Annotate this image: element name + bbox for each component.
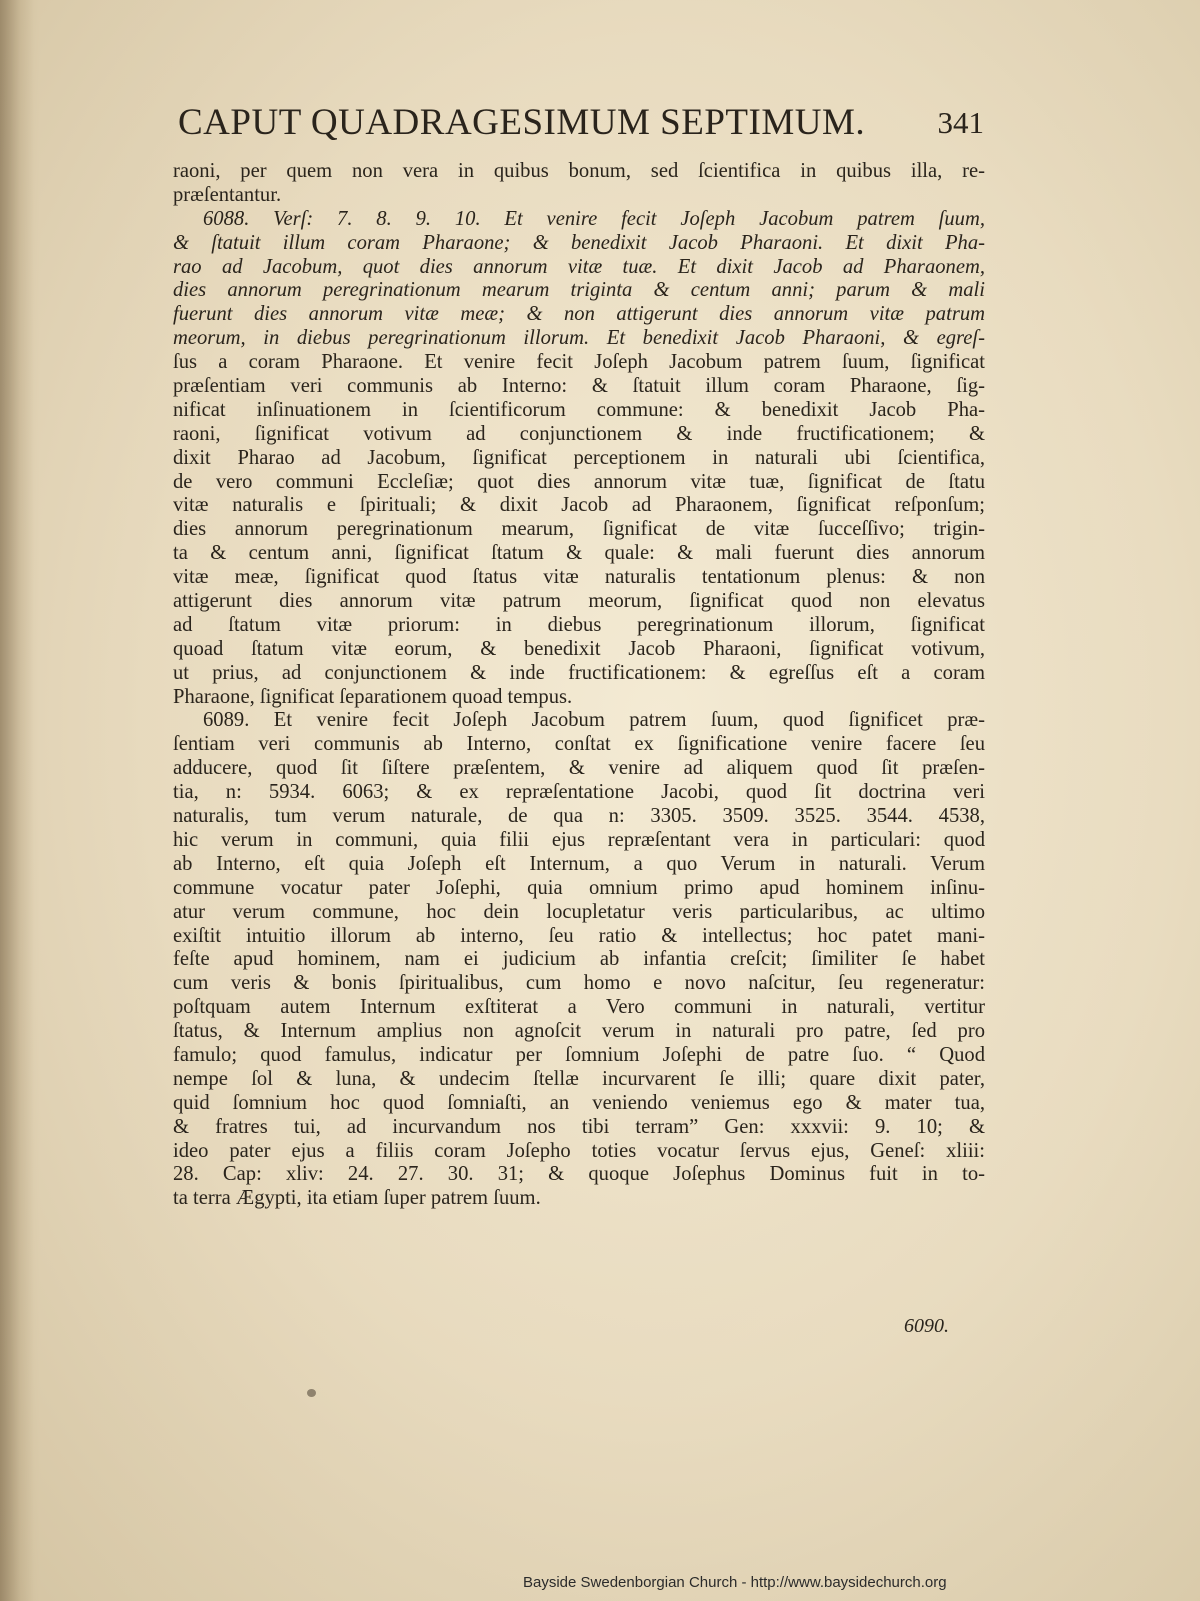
text-line: raoni, ſignificat votivum ad conjunctionem & inde fructificationem; & (173, 422, 985, 445)
text-line: exiſtit intuitio illorum ab interno, ſeu ratio & intellectus; hoc patet mani- (173, 924, 985, 947)
text-line: commune vocatur pater Joſephi, quia omnium primo apud hominem inſinu- (173, 876, 985, 899)
text-line: raoni, per quem non vera in quibus bonum, sed ſcientifica in quibus illa, re- (173, 160, 985, 182)
text-line: dixit Pharao ad Jacobum, ſignificat perceptionem in naturali ubi ſcientifica, (173, 446, 985, 469)
text-line: dies annorum peregrinationum mearum triginta & centum anni; parum & mali (173, 279, 985, 302)
text-line: naturalis, tum verum naturale, de qua n: 3305. 3509. 3525. 3544. 4538, (173, 805, 985, 828)
text-line: famulo; quod famulus, indicatur per ſomnium Joſephi de patre ſuo. “ Quod (173, 1043, 985, 1066)
text-line: vitæ meæ, ſignificat quod ſtatus vitæ naturalis tentationum plenus: & non (173, 566, 985, 589)
text-line: meorum, in diebus peregrinationum illorum. Et benedixit Jacob Pharaoni, & egreſ- (173, 327, 985, 350)
text-line: ſentiam veri communis ab Interno, conſtat ex ſignificatione venire facere ſeu (173, 733, 985, 756)
text-line: ta & centum anni, ſignificat ſtatum & quale: & mali fuerunt dies annorum (173, 542, 985, 565)
catchword: 6090. (904, 1315, 949, 1337)
text-line: ut prius, ad conjunctionem & inde fructificationem: & egreſſus eſt a coram (173, 661, 985, 684)
text-line: ſus a coram Pharaone. Et venire fecit Joſeph Jacobum patrem ſuum, ſignificat (173, 351, 985, 374)
paragraph-6088-start: 6088. Verſ: 7. 8. 9. 10. Et venire fecit Joſeph Jacobum patrem ſuum, (203, 207, 985, 230)
text-line: atur verum commune, hoc dein locupletatur veris particularibus, ac ultimo (173, 900, 985, 923)
text-line: nempe ſol & luna, & undecim ſtellæ incurvarent ſe illi; quare dixit pater, (173, 1067, 985, 1090)
text-line: vitæ naturalis e ſpirituali; & dixit Jacob ad Pharaonem, ſignificat reſponſum; (173, 494, 985, 517)
text-line: ta terra Ægypti, ita etiam ſuper patrem ſuum. (173, 1187, 541, 1210)
text-line: ideo pater ejus a filiis coram Joſepho toties vocatur ſervus ejus, Geneſ: xliii: (173, 1139, 985, 1162)
text-line: hic verum in communi, quia filii ejus repræſentant vera in particulari: quod (173, 828, 985, 851)
running-title: CAPUT QUADRAGESIMUM SEPTIMUM. (178, 102, 866, 143)
paragraph-6089-start: 6089. Et venire fecit Joſeph Jacobum patrem ſuum, quod ſignificet præ- (203, 709, 985, 732)
text-line: & ſtatuit illum coram Pharaone; & benedixit Jacob Pharaoni. Et dixit Pha- (173, 231, 985, 254)
page-gutter-shadow (0, 0, 34, 1601)
text-line: fuerunt dies annorum vitæ meæ; & non attigerunt dies annorum vitæ patrum (173, 303, 985, 326)
text-line: de vero communi Eccleſiæ; quot dies annorum vitæ tuæ, ſignificat de ſtatu (173, 470, 985, 493)
text-line: & fratres tui, ad incurvandum nos tibi terram” Gen: xxxvii: 9. 10; & (173, 1115, 985, 1138)
page-number: 341 (937, 105, 984, 140)
text-line: Pharaone, ſignificat ſeparationem quoad tempus. (173, 685, 573, 708)
text-line: poſtquam autem Internum exſtiterat a Vero communi in naturali, vertitur (173, 996, 985, 1019)
text-line: attigerunt dies annorum vitæ patrum meorum, ſignificat quod non elevatus (173, 590, 985, 613)
text-line: 28. Cap: xliv: 24. 27. 30. 31; & quoque Joſephus Dominus fuit in to- (173, 1163, 985, 1186)
text-line: cum veris & bonis ſpiritualibus, cum homo e novo naſcitur, ſeu regeneratur: (173, 972, 985, 995)
text-line: tia, n: 5934. 6063; & ex repræſentatione Jacobi, quod ſit doctrina veri (173, 781, 985, 804)
running-header (178, 98, 984, 148)
body-text (173, 160, 985, 1211)
watermark-text: Bayside Swedenborgian Church - http://www.baysidechurch.org (523, 1574, 947, 1591)
text-line: ſtatus, & Internum amplius non agnoſcit verum in naturali pro patre, ſed pro (173, 1020, 985, 1043)
text-line: dies annorum peregrinationum mearum, ſignificat de vitæ ſucceſſivo; trigin- (173, 518, 985, 541)
text-line: præſentiam veri communis ab Interno: & ſtatuit illum coram Pharaone, ſig- (173, 375, 985, 398)
text-line: quid ſomnium hoc quod ſomniaſti, an veniendo veniemus ego & mater tua, (173, 1091, 985, 1114)
text-line: ab Interno, eſt quia Joſeph eſt Internum, a quo Verum in naturali. Verum (173, 852, 985, 875)
ink-blot (307, 1389, 316, 1397)
text-line: adducere, quod ſit ſiſtere præſentem, & venire ad aliquem quod ſit præſen- (173, 757, 985, 780)
text-line: feſte apud hominem, nam ei judicium ab infantia creſcit; ſimiliter ſe habet (173, 948, 985, 971)
text-line: ad ſtatum vitæ priorum: in diebus peregrinationum illorum, ſignificat (173, 613, 985, 636)
text-line: quoad ſtatum vitæ eorum, & benedixit Jacob Pharaoni, ſignificat votivum, (173, 637, 985, 660)
text-line: nificat inſinuationem in ſcientificorum commune: & benedixit Jacob Pha- (173, 398, 985, 421)
text-line: rao ad Jacobum, quot dies annorum vitæ tuæ. Et dixit Jacob ad Pharaonem, (173, 255, 985, 278)
text-line: præſentantur. (173, 183, 282, 206)
